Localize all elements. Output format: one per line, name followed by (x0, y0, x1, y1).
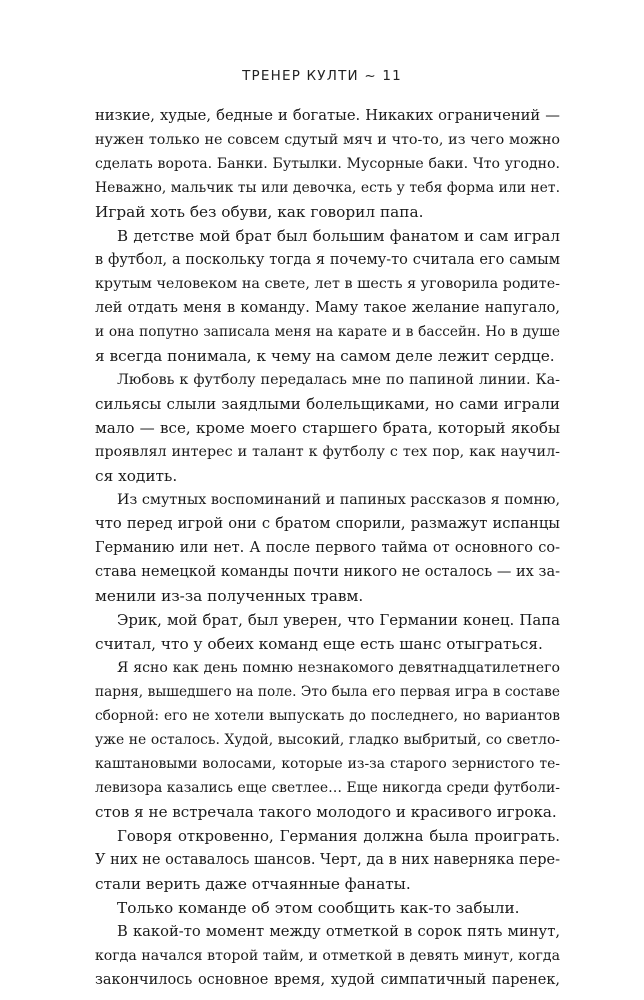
running-head: ТРЕНЕР КУЛТИ ~ 11 (242, 68, 402, 84)
text-line: крутым человеком на свете, лет в шесть я уговорила родите- (95, 276, 560, 292)
text-line: Любовь к футболу передалась мне по папиной линии. Ка- (117, 372, 560, 388)
text-line: уже не осталось. Худой, высокий, гладко выбритый, со светло- (95, 732, 560, 748)
text-line: В детстве мой брат был большим фанатом и сам играл (117, 227, 560, 245)
text-line: Эрик, мой брат, был уверен, что Германии конец. Папа (117, 611, 560, 629)
text-line: левизора казались еще светлее… Еще никогда среди футболи- (95, 780, 560, 796)
text-line: я всегда понимала, к чему на самом деле лежит сердце. (95, 347, 555, 365)
text-line: закончилось основное время, худой симпатичный паренек, (95, 972, 560, 988)
text-line: става немецкой команды почти никого не осталось — их за- (95, 564, 560, 580)
text-line: стов я не встречала такого молодого и красивого игрока. (95, 803, 557, 821)
body-text (95, 104, 560, 992)
text-line: сборной: его не хотели выпускать до последнего, но вариантов (95, 708, 560, 724)
text-line: когда начался второй тайм, и отметкой в девять минут, когда (95, 948, 560, 964)
text-line: Говоря откровенно, Германия должна была проиграть. (117, 827, 560, 845)
text-line: парня, вышедшего на поле. Это была его первая игра в составе (95, 684, 560, 700)
text-line: сильясы слыли заядлыми болельщиками, но сами играли (95, 395, 560, 413)
text-line: лей отдать меня в команду. Маму такое желание напугало, (95, 300, 560, 316)
text-line: Германию или нет. А после первого тайма от основного со- (95, 540, 560, 556)
text-line: У них не оставалось шансов. Черт, да в них наверняка пере- (95, 852, 560, 868)
text-line: проявлял интерес и талант к футболу с тех пор, как научил- (95, 444, 560, 460)
text-line: в футбол, а поскольку тогда я почему-то считала его самым (95, 252, 560, 268)
text-line: считал, что у обеих команд еще есть шанс отыграться. (95, 635, 543, 653)
text-line: Играй хоть без обуви, как говорил папа. (95, 203, 424, 221)
text-line: и она попутно записала меня на карате и в бассейн. Но в душе (95, 324, 560, 340)
text-line: стали верить даже отчаянные фанаты. (95, 875, 411, 893)
text-line: низкие, худые, бедные и богатые. Никаких ограничений — (95, 107, 560, 124)
text-line: Только команде об этом сообщить как-то забыли. (117, 899, 520, 917)
text-line: мало — все, кроме моего старшего брата, который якобы (95, 419, 560, 437)
text-line: менили из-за полученных травм. (95, 587, 364, 605)
text-line: В какой-то момент между отметкой в сорок пять минут, (117, 923, 560, 940)
text-line: каштановыми волосами, которые из-за старого зернистого те- (95, 756, 560, 772)
text-line: нужен только не совсем сдутый мяч и что-то, из чего можно (95, 132, 560, 148)
text-line: Из смутных воспоминаний и папиных рассказов я помню, (117, 492, 560, 508)
text-line: что перед игрой они с братом спорили, размажут испанцы (95, 515, 560, 532)
text-line: Я ясно как день помню незнакомого девятнадцатилетнего (117, 660, 560, 676)
text-line: ся ходить. (95, 467, 178, 485)
text-line: Неважно, мальчик ты или девочка, есть у тебя форма или нет. (95, 180, 560, 196)
text-line: сделать ворота. Банки. Бутылки. Мусорные баки. Что угодно. (95, 156, 560, 172)
